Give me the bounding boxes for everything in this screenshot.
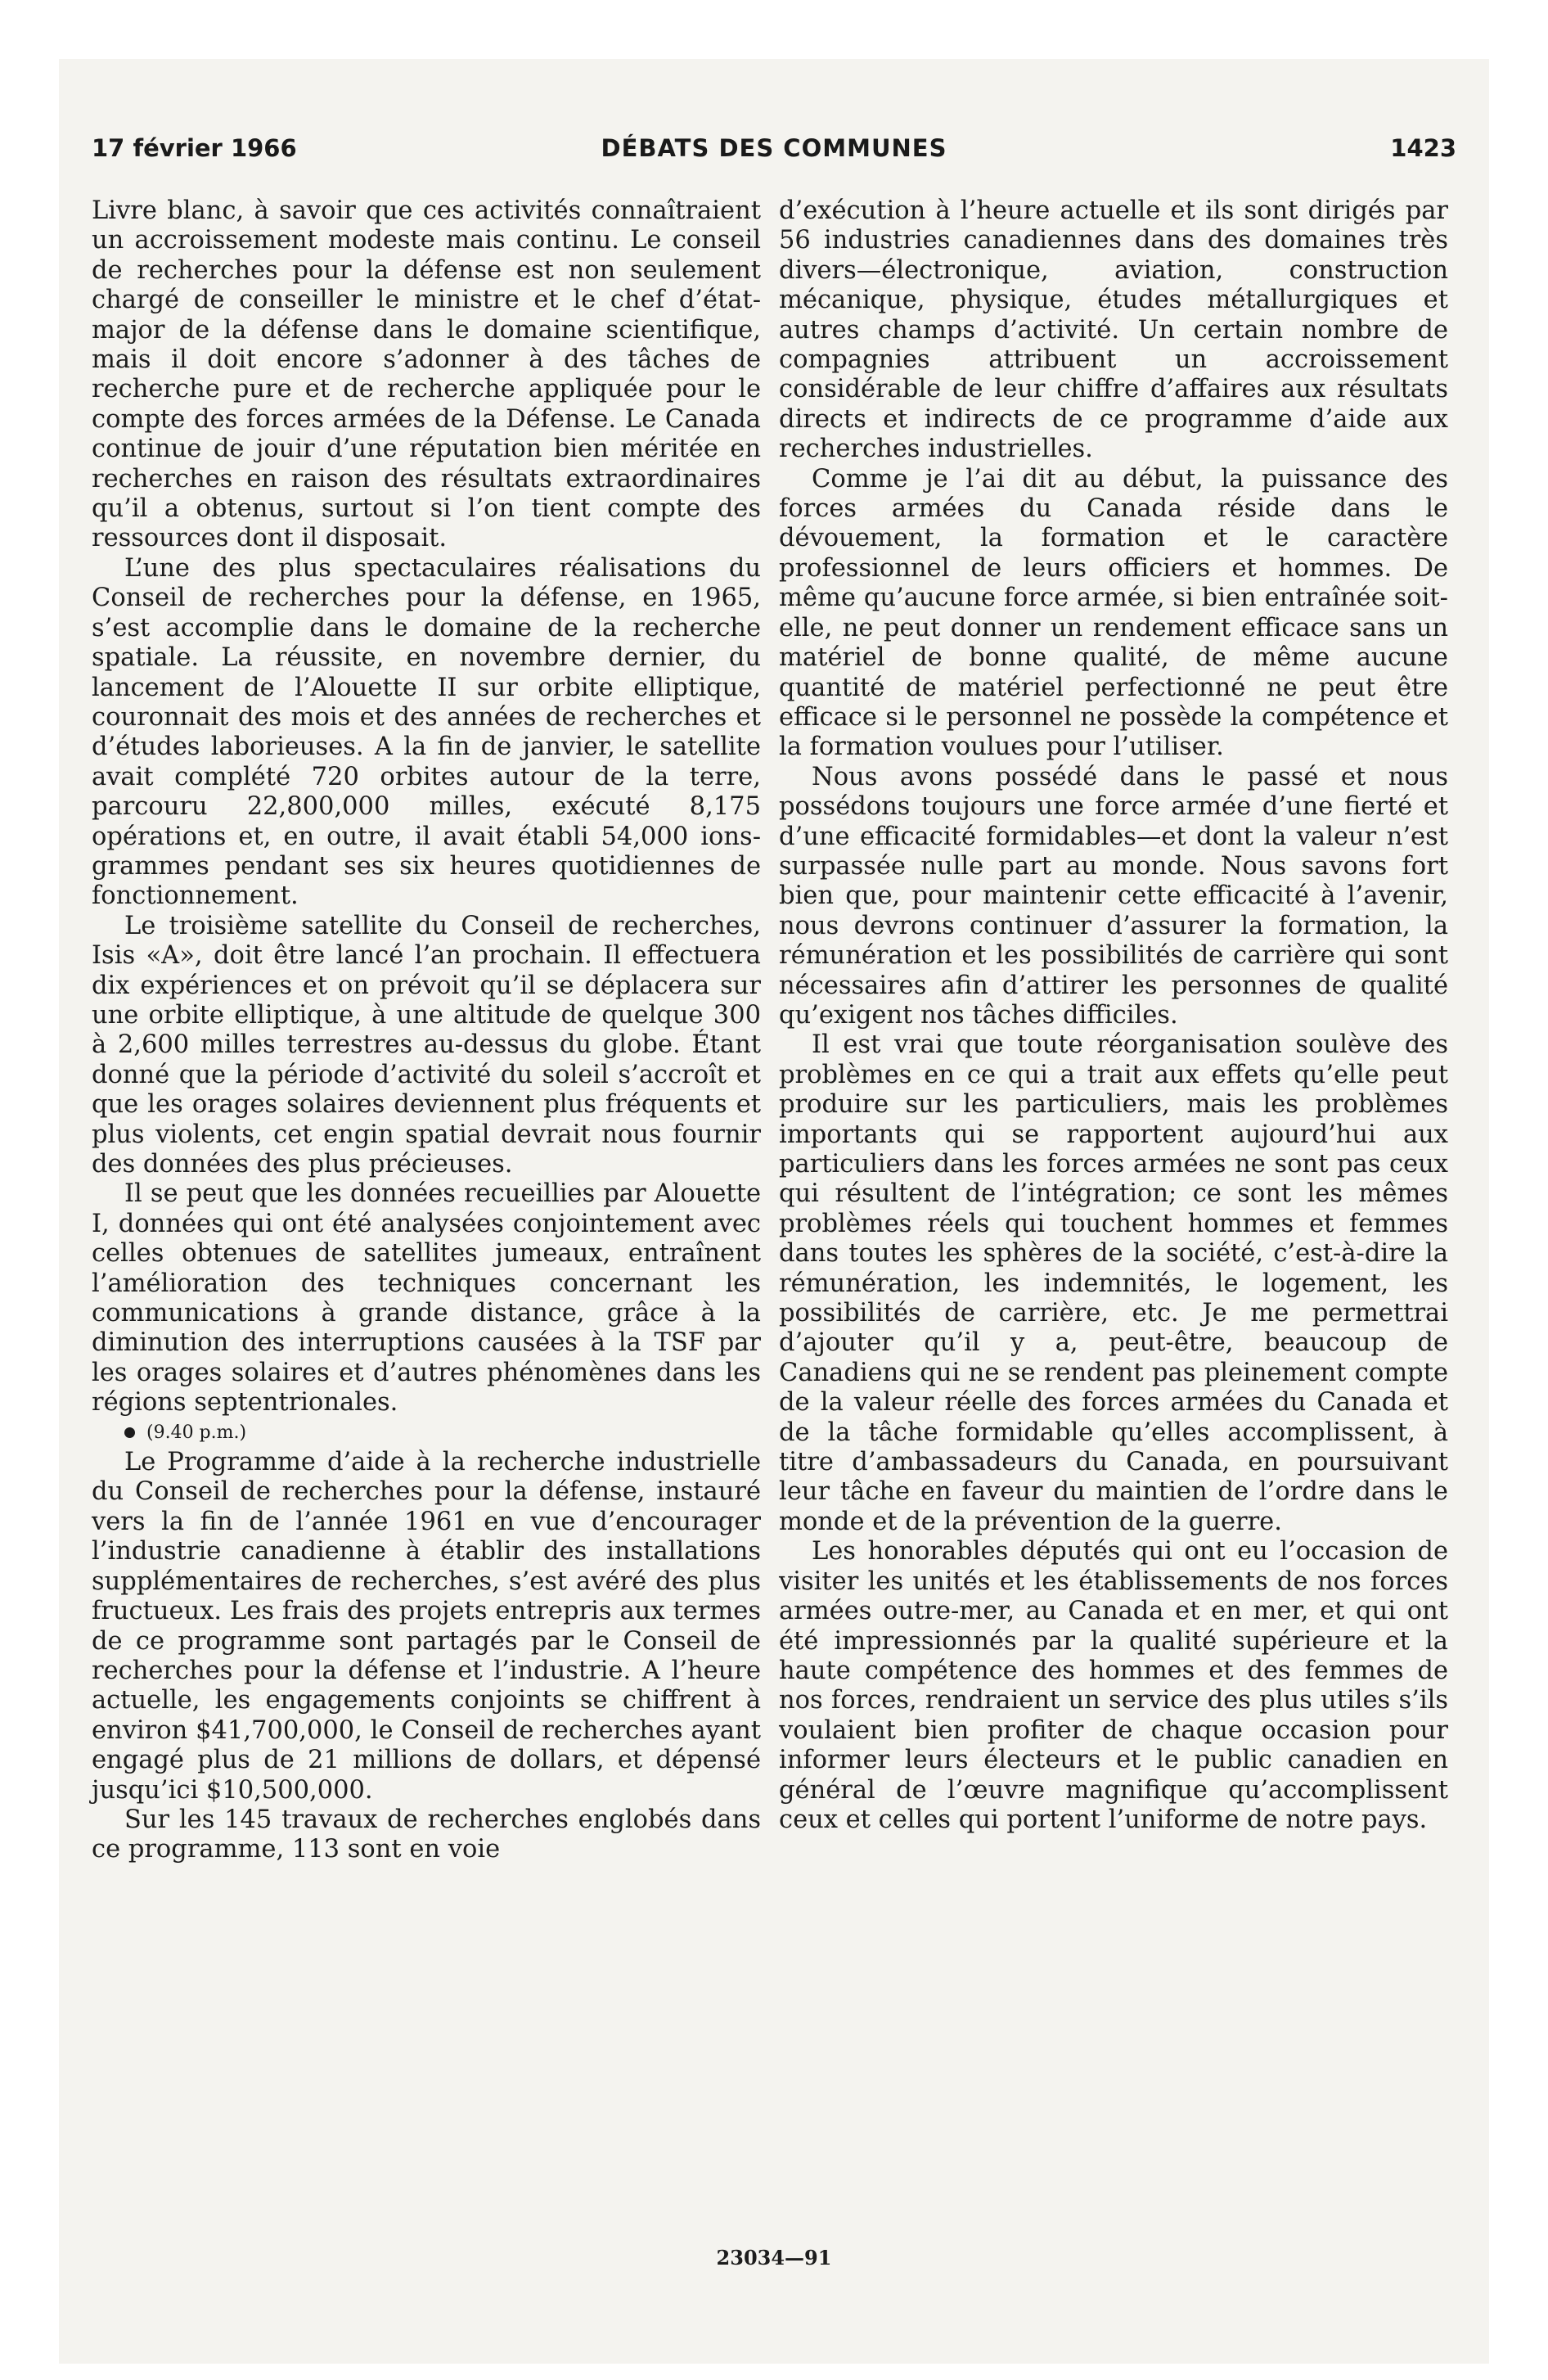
paragraph: Comme je l’ai dit au début, la puissance des forces armées du Canada réside dans le dévouement, la formation et le caractère professionnel de leurs officiers et hommes. De même qu’aucune force armée, si bien entraînée soit-elle, ne peut donner un rendement efficace sans un matériel de bonne qualité, de même aucune quantité de matériel perfectionné ne peut être efficace si le personnel ne possède la compétence et la formation voulues pour l’utiliser.	[779, 464, 1448, 762]
paragraph: Le Programme d’aide à la recherche industrielle du Conseil de recherches pour la défense, instauré vers la fin de l’année 1961 en vue d’encourager l’industrie canadienne à établir des installations supplémentaires de recherches, s’est avéré des plus fructueux. Les frais des projets entrepris aux termes de ce programme sont partagés par le Conseil de recherches pour la défense et l’industrie. A l’heure actuelle, les engagements conjoints se chiffrent à environ $41,700,000, le Conseil de recherches ayant engagé plus de 21 millions de dollars, et dépensé jusqu’ici $10,500,000.	[92, 1448, 761, 1805]
paragraph: Il est vrai que toute réorganisation soulève des problèmes en ce qui a trait aux effets qu’elle peut produire sur les particuliers, mais les problèmes importants qui se rapportent aujourd’hui aux particuliers dans les forces armées ne sont pas ceux qui résultent de l’intégration; ce sont les mêmes problèmes réels qui touchent hommes et femmes dans toutes les sphères de la société, c’est-à-dire la rémunération, les indemnités, le logement, les possibilités de carrière, etc. Je me permettrai d’ajouter qu’il y a, peut-être, beaucoup de Canadiens qui ne se rendent pas pleinement compte de la valeur réelle des forces armées du Canada et de la tâche formidable qu’elles accomplissent, à titre d’ambassadeurs du Canada, en poursuivant leur tâche en faveur du maintien de l’ordre dans le monde et de la prévention de la guerre.	[779, 1030, 1448, 1536]
bullet-icon	[124, 1427, 135, 1438]
page-header	[92, 134, 1456, 172]
header-date: 17 février 1966	[92, 134, 297, 162]
paragraph: Sur les 145 travaux de recherches englobés dans ce programme, 113 sont en voie	[92, 1805, 761, 1864]
paragraph: Livre blanc, à savoir que ces activités connaîtraient un accroissement modeste mais continu. Le conseil de recherches pour la défense est non seulement chargé de conseiller le ministre et le chef d’état-major de la défense dans le domaine scientifique, mais il doit encore s’adonner à des tâches de recherche pure et de recherche appliquée pour le compte des forces armées de la Défense. Le Canada continue de jouir d’une réputation bien méritée en recherches en raison des résultats extraordinaires qu’il a obtenus, surtout si l’on tient compte des ressources dont il disposait.	[92, 196, 761, 553]
left-column	[92, 196, 761, 1865]
time-marker-text: (9.40 p.m.)	[146, 1422, 247, 1443]
document-page	[59, 59, 1489, 2364]
header-page-number: 1423	[1390, 134, 1456, 162]
paragraph: Le troisième satellite du Conseil de recherches, Isis «A», doit être lancé l’an prochain. Il effectuera dix expériences et on prévoit qu’il se déplacera sur une orbite elliptique, à une altitude de quelque 300 à 2,600 milles terrestres au-dessus du globe. Étant donné que la période d’activité du soleil s’accroît et que les orages solaires deviennent plus fréquents et plus violents, cet engin spatial devrait nous fournir des données des plus précieuses.	[92, 911, 761, 1179]
time-marker	[92, 1418, 761, 1448]
paragraph: Nous avons possédé dans le passé et nous possédons toujours une force armée d’une fierté et d’une efficacité formidables—et dont la valeur n’est surpassée nulle part au monde. Nous savons fort bien que, pour maintenir cette efficacité à l’avenir, nous devrons continuer d’assurer la formation, la rémunération et les possibilités de carrière qui sont nécessaires afin d’attirer les personnes de qualité qu’exigent nos tâches difficiles.	[779, 762, 1448, 1030]
paragraph: Il se peut que les données recueillies par Alouette I, données qui ont été analysées conjointement avec celles obtenues de satellites jumeaux, entraînent l’amélioration des techniques concernant les communications à grande distance, grâce à la diminution des interruptions causées à la TSF par les orages solaires et d’autres phénomènes dans les régions septentrionales.	[92, 1179, 761, 1418]
paragraph: Les honorables députés qui ont eu l’occasion de visiter les unités et les établissements de nos forces armées outre-mer, au Canada et en mer, et qui ont été impressionnés par la qualité supérieure et la haute compétence des hommes et des femmes de nos forces, rendraient un service des plus utiles s’ils voulaient bien profiter de chaque occasion pour informer leurs électeurs et le public canadien en général de l’œuvre magnifique qu’accomplissent ceux et celles qui portent l’uniforme de notre pays.	[779, 1537, 1448, 1834]
page-footer-code: 23034—91	[716, 2246, 832, 2270]
paragraph: L’une des plus spectaculaires réalisations du Conseil de recherches pour la défense, en 1965, s’est accomplie dans le domaine de la recherche spatiale. La réussite, en novembre dernier, du lancement de l’Alouette II sur orbite elliptique, couronnait des mois et des années de recherches et d’études laborieuses. A la fin de janvier, le satellite avait complété 720 orbites autour de la terre, parcouru 22,800,000 milles, exécuté 8,175 opérations et, en outre, il avait établi 54,000 ions-grammes pendant ses six heures quotidiennes de fonctionnement.	[92, 553, 761, 911]
paragraph: d’exécution à l’heure actuelle et ils sont dirigés par 56 industries canadiennes dans des domaines très divers—électronique, aviation, construction mécanique, physique, études métallurgiques et autres champs d’activité. Un certain nombre de compagnies attribuent un accroissement considérable de leur chiffre d’affaires aux résultats directs et indirects de ce programme d’aide aux recherches industrielles.	[779, 196, 1448, 464]
header-title: DÉBATS DES COMMUNES	[601, 134, 947, 162]
right-column	[779, 196, 1448, 1835]
